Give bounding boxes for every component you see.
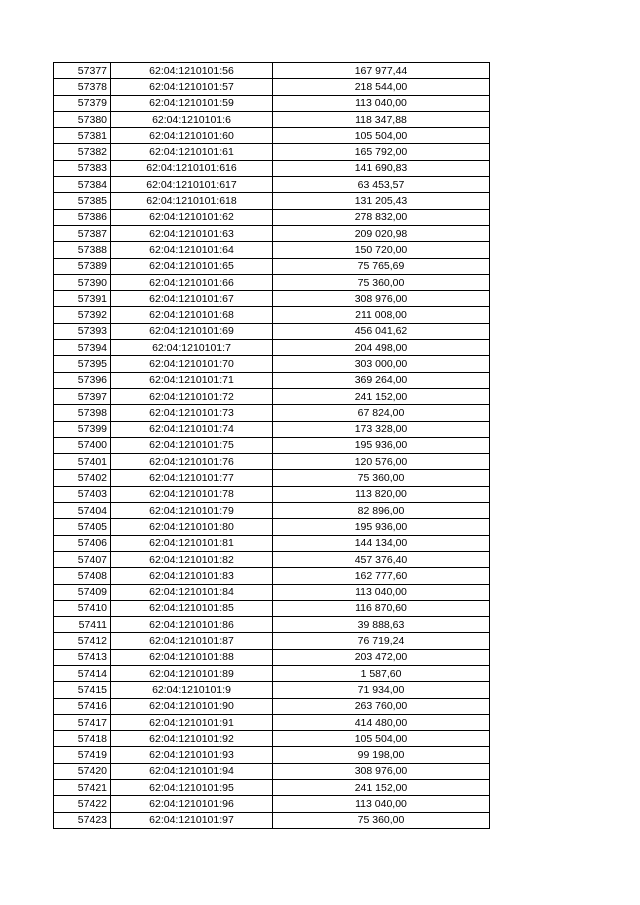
row-number-cell: 57408 [54,568,111,584]
table-row [54,812,490,828]
cadastral-number-cell: 62:04:1210101:79 [111,503,273,519]
cadastral-number-cell: 62:04:1210101:75 [111,437,273,453]
row-number-cell: 57391 [54,291,111,307]
row-number-cell: 57407 [54,551,111,567]
cadastral-value-cell: 203 472,00 [273,649,490,665]
row-number-cell: 57392 [54,307,111,323]
row-number-cell: 57380 [54,111,111,127]
row-number-cell: 57382 [54,144,111,160]
row-number-cell: 57397 [54,388,111,404]
cadastral-number-cell: 62:04:1210101:92 [111,731,273,747]
row-number-cell: 57385 [54,193,111,209]
cadastral-number-cell: 62:04:1210101:82 [111,551,273,567]
cadastral-number-cell: 62:04:1210101:80 [111,519,273,535]
row-number-cell: 57417 [54,714,111,730]
row-number-cell: 57406 [54,535,111,551]
cadastral-value-cell: 308 976,00 [273,763,490,779]
cadastral-number-cell: 62:04:1210101:72 [111,388,273,404]
cadastral-number-cell: 62:04:1210101:9 [111,682,273,698]
row-number-cell: 57409 [54,584,111,600]
cadastral-value-cell: 209 020,98 [273,225,490,241]
cadastral-value-cell: 75 360,00 [273,274,490,290]
row-number-cell: 57381 [54,128,111,144]
cadastral-number-cell: 62:04:1210101:69 [111,323,273,339]
cadastral-number-cell: 62:04:1210101:7 [111,340,273,356]
cadastral-value-cell: 308 976,00 [273,291,490,307]
table-row [54,421,490,437]
cadastral-number-cell: 62:04:1210101:70 [111,356,273,372]
cadastral-number-cell: 62:04:1210101:76 [111,454,273,470]
table-row [54,714,490,730]
cadastral-value-cell: 113 040,00 [273,796,490,812]
row-number-cell: 57390 [54,274,111,290]
row-number-cell: 57411 [54,617,111,633]
row-number-cell: 57405 [54,519,111,535]
table-row [54,698,490,714]
table-row [54,665,490,681]
cadastral-number-cell: 62:04:1210101:66 [111,274,273,290]
cadastral-number-cell: 62:04:1210101:61 [111,144,273,160]
cadastral-value-table [53,62,490,829]
table-row [54,503,490,519]
cadastral-value-cell: 82 896,00 [273,503,490,519]
cadastral-value-cell: 173 328,00 [273,421,490,437]
cadastral-number-cell: 62:04:1210101:63 [111,225,273,241]
row-number-cell: 57414 [54,665,111,681]
cadastral-number-cell: 62:04:1210101:84 [111,584,273,600]
cadastral-value-cell: 67 824,00 [273,405,490,421]
table-row [54,682,490,698]
row-number-cell: 57387 [54,225,111,241]
cadastral-number-cell: 62:04:1210101:64 [111,242,273,258]
table-row [54,258,490,274]
table-row [54,405,490,421]
table-row [54,437,490,453]
table-row [54,454,490,470]
table-row [54,388,490,404]
cadastral-value-cell: 278 832,00 [273,209,490,225]
cadastral-number-cell: 62:04:1210101:96 [111,796,273,812]
cadastral-number-cell: 62:04:1210101:73 [111,405,273,421]
cadastral-value-cell: 162 777,60 [273,568,490,584]
cadastral-number-cell: 62:04:1210101:97 [111,812,273,828]
table-row [54,763,490,779]
cadastral-value-cell: 76 719,24 [273,633,490,649]
row-number-cell: 57389 [54,258,111,274]
row-number-cell: 57401 [54,454,111,470]
cadastral-value-cell: 113 040,00 [273,584,490,600]
cadastral-number-cell: 62:04:1210101:6 [111,111,273,127]
row-number-cell: 57420 [54,763,111,779]
cadastral-value-cell: 116 870,60 [273,600,490,616]
table-row [54,323,490,339]
table-row [54,144,490,160]
table-row [54,780,490,796]
cadastral-number-cell: 62:04:1210101:87 [111,633,273,649]
cadastral-number-cell: 62:04:1210101:616 [111,160,273,176]
row-number-cell: 57399 [54,421,111,437]
cadastral-number-cell: 62:04:1210101:617 [111,177,273,193]
table-row [54,177,490,193]
table-row [54,95,490,111]
row-number-cell: 57398 [54,405,111,421]
cadastral-value-cell: 150 720,00 [273,242,490,258]
cadastral-number-cell: 62:04:1210101:86 [111,617,273,633]
table-row [54,291,490,307]
cadastral-number-cell: 62:04:1210101:65 [111,258,273,274]
cadastral-number-cell: 62:04:1210101:89 [111,665,273,681]
table-row [54,160,490,176]
cadastral-value-cell: 75 360,00 [273,470,490,486]
row-number-cell: 57386 [54,209,111,225]
table-row [54,649,490,665]
cadastral-value-cell: 105 504,00 [273,128,490,144]
cadastral-number-cell: 62:04:1210101:74 [111,421,273,437]
cadastral-value-cell: 457 376,40 [273,551,490,567]
table-row [54,225,490,241]
cadastral-number-cell: 62:04:1210101:83 [111,568,273,584]
table-row [54,340,490,356]
table-row [54,633,490,649]
cadastral-number-cell: 62:04:1210101:56 [111,63,273,79]
table-row [54,274,490,290]
row-number-cell: 57402 [54,470,111,486]
cadastral-value-cell: 105 504,00 [273,731,490,747]
cadastral-value-cell: 75 765,69 [273,258,490,274]
row-number-cell: 57410 [54,600,111,616]
cadastral-value-cell: 167 977,44 [273,63,490,79]
cadastral-number-cell: 62:04:1210101:67 [111,291,273,307]
table-row [54,551,490,567]
cadastral-value-cell: 113 820,00 [273,486,490,502]
table-row [54,584,490,600]
cadastral-value-cell: 211 008,00 [273,307,490,323]
table-row [54,731,490,747]
cadastral-value-cell: 414 480,00 [273,714,490,730]
row-number-cell: 57377 [54,63,111,79]
cadastral-number-cell: 62:04:1210101:94 [111,763,273,779]
cadastral-value-cell: 1 587,60 [273,665,490,681]
cadastral-number-cell: 62:04:1210101:68 [111,307,273,323]
row-number-cell: 57378 [54,79,111,95]
row-number-cell: 57379 [54,95,111,111]
row-number-cell: 57421 [54,780,111,796]
cadastral-value-cell: 195 936,00 [273,437,490,453]
table-row [54,617,490,633]
cadastral-number-cell: 62:04:1210101:88 [111,649,273,665]
row-number-cell: 57396 [54,372,111,388]
row-number-cell: 57415 [54,682,111,698]
row-number-cell: 57388 [54,242,111,258]
cadastral-value-cell: 369 264,00 [273,372,490,388]
row-number-cell: 57404 [54,503,111,519]
cadastral-number-cell: 62:04:1210101:93 [111,747,273,763]
cadastral-number-cell: 62:04:1210101:77 [111,470,273,486]
table-row [54,486,490,502]
cadastral-number-cell: 62:04:1210101:618 [111,193,273,209]
cadastral-value-cell: 63 453,57 [273,177,490,193]
row-number-cell: 57422 [54,796,111,812]
row-number-cell: 57423 [54,812,111,828]
cadastral-value-cell: 241 152,00 [273,780,490,796]
cadastral-value-cell: 303 000,00 [273,356,490,372]
cadastral-value-cell: 113 040,00 [273,95,490,111]
cadastral-value-cell: 218 544,00 [273,79,490,95]
table-row [54,535,490,551]
cadastral-value-cell: 118 347,88 [273,111,490,127]
cadastral-value-cell: 195 936,00 [273,519,490,535]
row-number-cell: 57419 [54,747,111,763]
table-row [54,242,490,258]
cadastral-value-cell: 144 134,00 [273,535,490,551]
cadastral-value-cell: 456 041,62 [273,323,490,339]
table-row [54,568,490,584]
cadastral-number-cell: 62:04:1210101:57 [111,79,273,95]
cadastral-number-cell: 62:04:1210101:78 [111,486,273,502]
cadastral-value-cell: 120 576,00 [273,454,490,470]
row-number-cell: 57400 [54,437,111,453]
cadastral-value-cell: 241 152,00 [273,388,490,404]
cadastral-number-cell: 62:04:1210101:62 [111,209,273,225]
table-row [54,209,490,225]
row-number-cell: 57418 [54,731,111,747]
row-number-cell: 57403 [54,486,111,502]
cadastral-number-cell: 62:04:1210101:71 [111,372,273,388]
table-row [54,747,490,763]
cadastral-number-cell: 62:04:1210101:81 [111,535,273,551]
cadastral-value-cell: 131 205,43 [273,193,490,209]
cadastral-value-cell: 141 690,83 [273,160,490,176]
table-row [54,519,490,535]
table-row [54,307,490,323]
cadastral-number-cell: 62:04:1210101:85 [111,600,273,616]
row-number-cell: 57383 [54,160,111,176]
cadastral-number-cell: 62:04:1210101:90 [111,698,273,714]
table-row [54,63,490,79]
table-row [54,128,490,144]
cadastral-value-cell: 39 888,63 [273,617,490,633]
row-number-cell: 57384 [54,177,111,193]
table-row [54,193,490,209]
table-row [54,356,490,372]
cadastral-number-cell: 62:04:1210101:59 [111,95,273,111]
cadastral-value-cell: 204 498,00 [273,340,490,356]
row-number-cell: 57412 [54,633,111,649]
table-row [54,796,490,812]
table-row [54,600,490,616]
table-row [54,79,490,95]
row-number-cell: 57413 [54,649,111,665]
cadastral-value-cell: 263 760,00 [273,698,490,714]
cadastral-number-cell: 62:04:1210101:95 [111,780,273,796]
row-number-cell: 57416 [54,698,111,714]
cadastral-number-cell: 62:04:1210101:91 [111,714,273,730]
table-row [54,111,490,127]
row-number-cell: 57393 [54,323,111,339]
cadastral-value-cell: 71 934,00 [273,682,490,698]
row-number-cell: 57395 [54,356,111,372]
row-number-cell: 57394 [54,340,111,356]
table-body [54,63,490,829]
cadastral-value-cell: 75 360,00 [273,812,490,828]
cadastral-value-cell: 165 792,00 [273,144,490,160]
table-row [54,372,490,388]
cadastral-value-cell: 99 198,00 [273,747,490,763]
table-row [54,470,490,486]
cadastral-number-cell: 62:04:1210101:60 [111,128,273,144]
